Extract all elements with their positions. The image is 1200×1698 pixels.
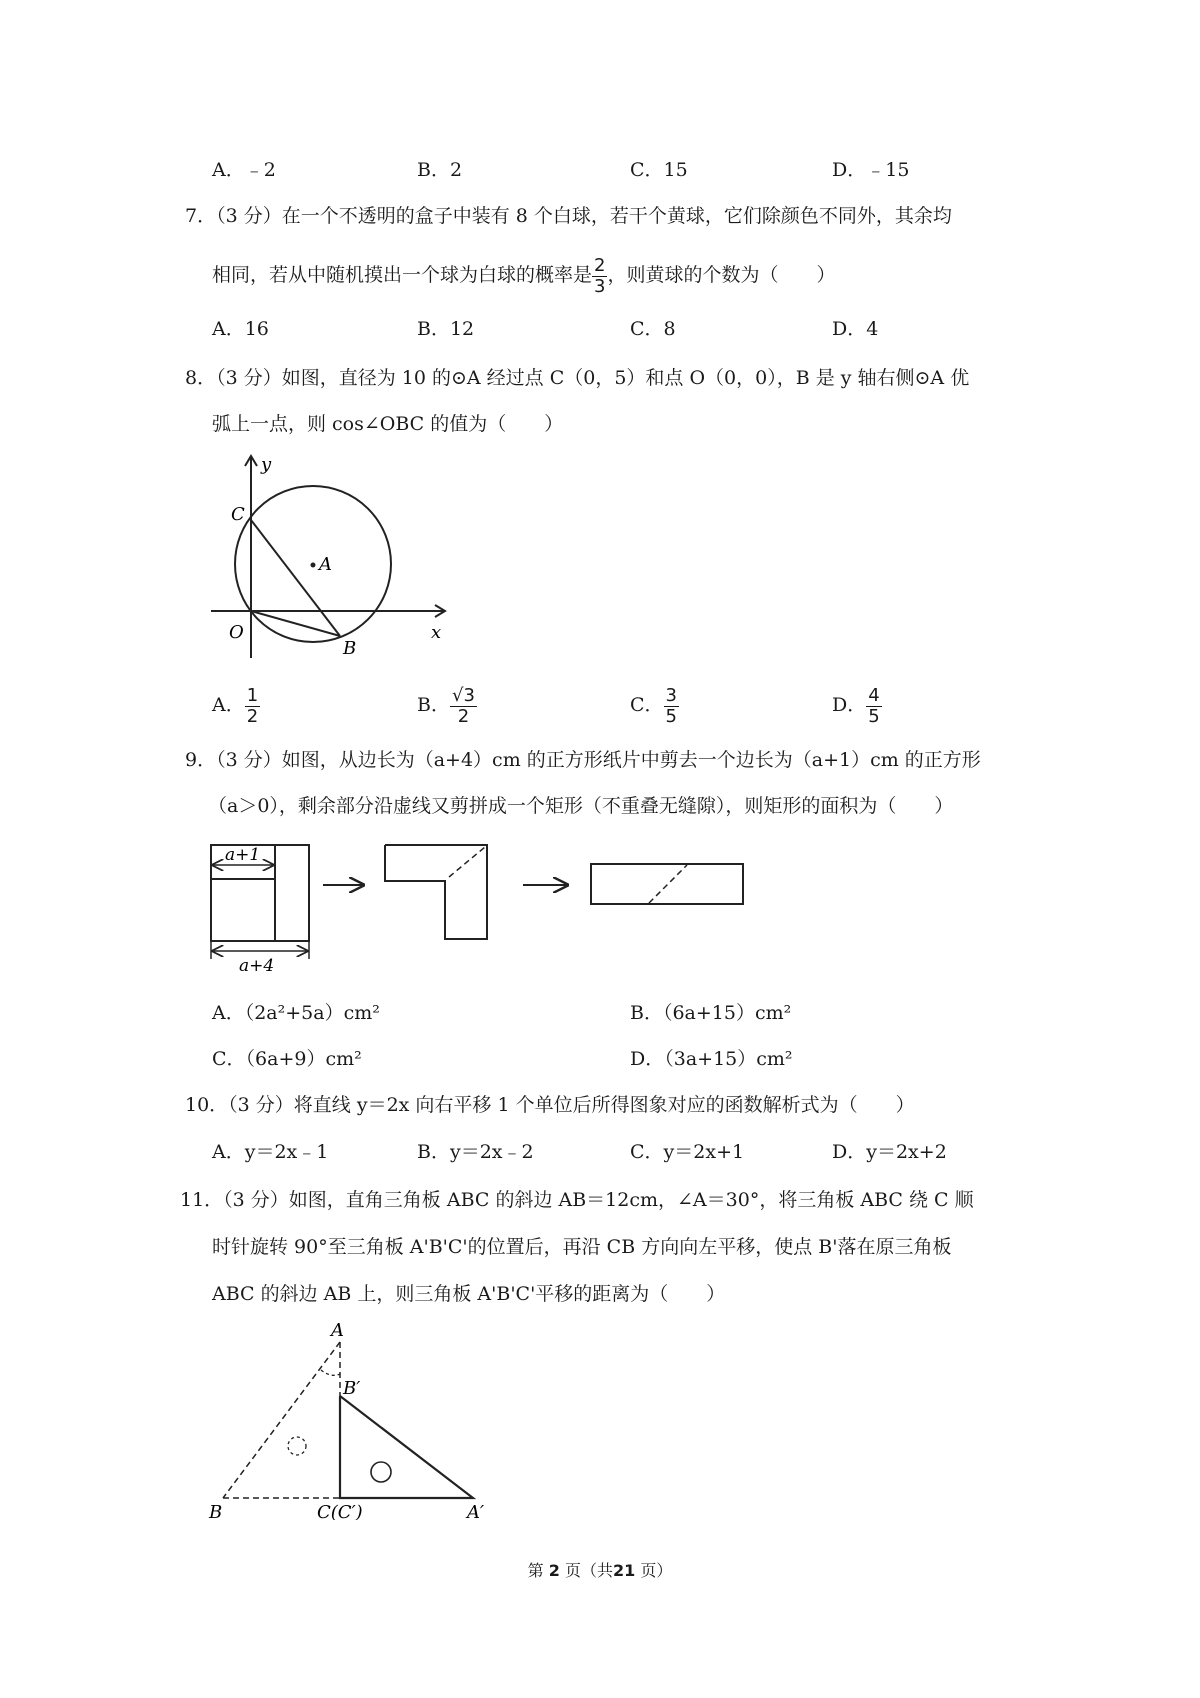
q8-option-c-den: 5 xyxy=(665,705,677,727)
footer-total-pages: 21 xyxy=(612,1561,636,1580)
footer-page-number: 2 xyxy=(548,1561,560,1580)
q11-rotated-triangle xyxy=(340,1396,473,1498)
q7-option-b[interactable]: B．12 xyxy=(417,318,475,340)
q8-option-c-letter: C． xyxy=(630,694,664,716)
q11-label-c: C(C′) xyxy=(317,1502,363,1520)
q9-rect-cut-line xyxy=(649,865,687,903)
q7-stem-pre: 相同，若从中随机摸出一个球为白球的概率是 xyxy=(212,264,593,286)
q8-stem-line2: 弧上一点，则 cos∠OBC 的值为（ ） xyxy=(212,413,564,435)
footer-mid: 页（共 xyxy=(564,1561,613,1580)
q11-label-aprime: A′ xyxy=(467,1502,485,1520)
q11-angle-arc xyxy=(321,1370,340,1375)
q7-frac-denominator: 3 xyxy=(594,275,606,297)
q8-stem-line1: 8．（3 分）如图，直径为 10 的⊙A 经过点 C（0，5）和点 O（0，0），B 是 y 轴右侧⊙A 优 xyxy=(185,367,970,389)
q7-option-a[interactable]: A．16 xyxy=(212,318,269,340)
q9-option-a[interactable]: A．（2a²+5a）cm² xyxy=(212,1002,380,1024)
q7-stem-line1: 7．（3 分）在一个不透明的盒子中装有 8 个白球，若干个黄球，它们除颜色不同外，其余均 xyxy=(185,205,952,227)
q8-option-d-den: 5 xyxy=(868,705,880,727)
q8-label-b: B xyxy=(343,638,357,659)
q10-option-b[interactable]: B．y＝2x﹣2 xyxy=(417,1141,534,1163)
q8-option-c-fraction xyxy=(664,686,679,727)
q9-label-bottom: a+4 xyxy=(239,956,275,975)
q8-option-b-num: √3 xyxy=(451,684,475,706)
q8-option-c[interactable] xyxy=(630,680,679,730)
q11-label-bprime: B′ xyxy=(343,1378,361,1399)
q8-option-a-num: 1 xyxy=(246,684,259,706)
q7-probability-fraction xyxy=(592,256,607,297)
q8-option-b-letter: B． xyxy=(417,694,450,716)
q8-option-c-num: 3 xyxy=(665,684,677,706)
q9-l-cut-line xyxy=(449,847,485,877)
q7-stem-line2 xyxy=(212,250,835,300)
q8-label-a: A xyxy=(319,554,332,575)
q8-circle-figure xyxy=(205,448,455,668)
q10-option-a[interactable]: A．y＝2x﹣1 xyxy=(212,1141,329,1163)
footer-post: 页） xyxy=(640,1561,673,1580)
q9-cut-square xyxy=(211,879,275,941)
q11-label-a: A xyxy=(331,1320,344,1341)
q8-label-y: y xyxy=(261,454,272,475)
q8-label-x: x xyxy=(431,622,442,643)
q11-original-ab xyxy=(223,1342,340,1498)
q9-l-shape xyxy=(385,845,487,939)
q7-frac-numerator: 2 xyxy=(594,254,606,276)
q9-option-b[interactable]: B．（6a+15）cm² xyxy=(630,1002,792,1024)
q10-option-c[interactable]: C．y＝2x+1 xyxy=(630,1141,745,1163)
q8-label-o: O xyxy=(229,622,244,643)
q8-segment-ob xyxy=(251,611,340,636)
q8-segment-cb xyxy=(251,520,340,636)
q7-option-c[interactable]: C．8 xyxy=(630,318,676,340)
q8-option-d-fraction xyxy=(866,686,881,727)
q9-option-c[interactable]: C．（6a+9）cm² xyxy=(212,1048,362,1070)
q11-label-b: B xyxy=(209,1502,223,1520)
q8-center-point xyxy=(311,563,316,568)
q11-triangle-figure xyxy=(205,1320,505,1520)
q8-option-a-fraction xyxy=(245,686,260,727)
q8-option-b-fraction xyxy=(450,686,477,727)
q11-rotated-hole xyxy=(371,1462,391,1482)
q8-option-a-den: 2 xyxy=(246,705,259,727)
q6-option-a[interactable]: A．﹣2 xyxy=(212,159,276,181)
q9-square-figure xyxy=(205,835,765,975)
q6-option-c[interactable]: C．15 xyxy=(630,159,688,181)
q9-result-rectangle xyxy=(591,864,743,904)
q9-stem-line2: （a＞0），剩余部分沿虚线又剪拼成一个矩形（不重叠无缝隙），则矩形的面积为（ ） xyxy=(208,795,954,817)
q11-stem-line3: ABC 的斜边 AB 上，则三角板 A'B'C'平移的距离为（ ） xyxy=(212,1283,726,1305)
q8-option-d-letter: D． xyxy=(832,694,867,716)
q8-option-b-den: 2 xyxy=(450,706,477,727)
q8-option-a-letter: A． xyxy=(212,694,245,716)
q10-option-d[interactable]: D．y＝2x+2 xyxy=(832,1141,947,1163)
q9-stem-line1: 9．（3 分）如图，从边长为（a+4）cm 的正方形纸片中剪去一个边长为（a+1）cm 的正方形 xyxy=(185,749,981,771)
footer-pre: 第 xyxy=(527,1561,544,1580)
q8-option-a[interactable] xyxy=(212,680,260,730)
q11-original-hole xyxy=(288,1437,306,1455)
q8-option-b[interactable] xyxy=(417,680,477,730)
q7-stem-post: ，则黄球的个数为（ ） xyxy=(607,264,836,286)
q8-option-d[interactable] xyxy=(832,680,882,730)
q8-option-d-num: 4 xyxy=(868,684,880,706)
q6-option-b[interactable]: B．2 xyxy=(417,159,463,181)
q8-label-c: C xyxy=(231,504,245,525)
q7-option-d[interactable]: D．4 xyxy=(832,318,879,340)
page-footer xyxy=(0,1560,1200,1582)
q6-option-d[interactable]: D．﹣15 xyxy=(832,159,910,181)
q11-stem-line1: 11．（3 分）如图，直角三角板 ABC 的斜边 AB＝12cm，∠A＝30°，将三角板 ABC 绕 C 顺 xyxy=(180,1189,974,1211)
q9-option-d[interactable]: D．（3a+15）cm² xyxy=(630,1048,793,1070)
q11-stem-line2: 时针旋转 90°至三角板 A'B'C'的位置后，再沿 CB 方向向左平移，使点 B'落在原三角板 xyxy=(212,1236,952,1258)
q9-label-top: a+1 xyxy=(225,845,261,865)
q10-stem-line1: 10．（3 分）将直线 y＝2x 向右平移 1 个单位后所得图象对应的函数解析式为（ ） xyxy=(185,1094,915,1116)
